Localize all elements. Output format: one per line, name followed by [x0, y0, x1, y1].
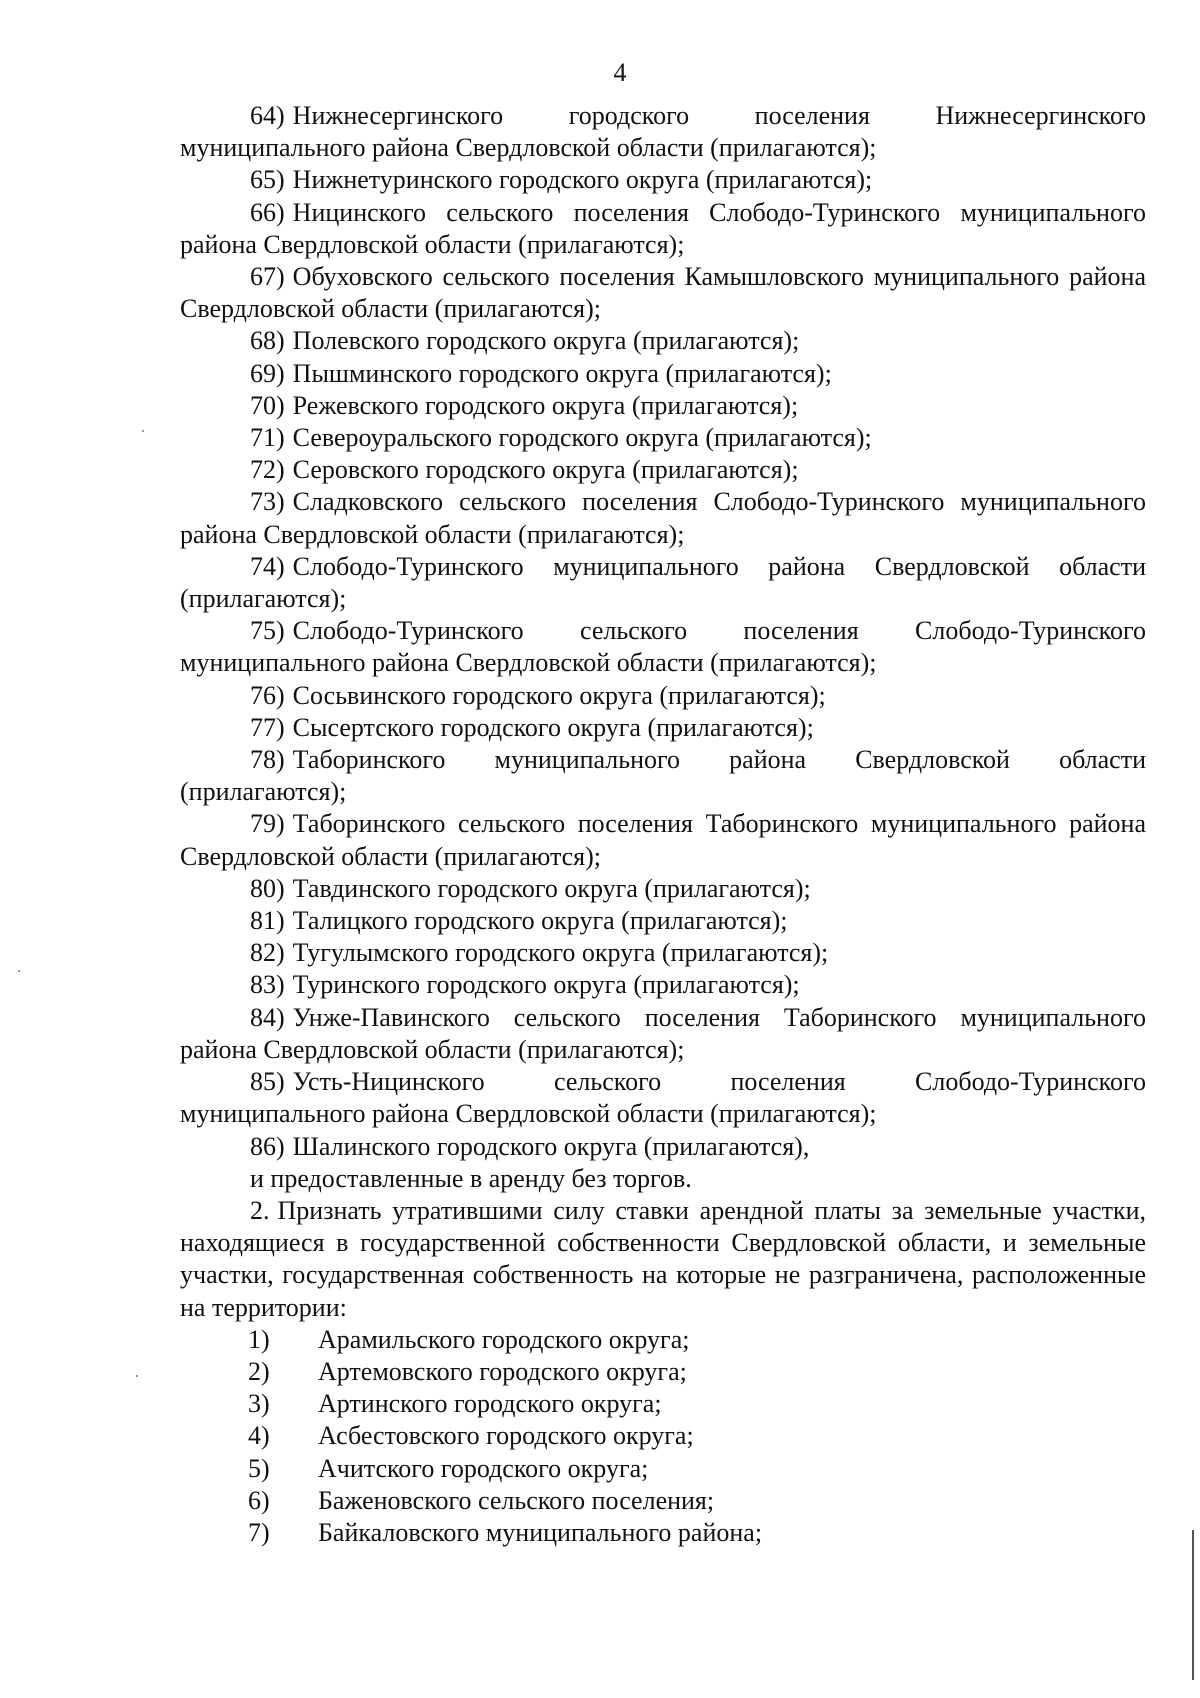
- item-text: Североуральского городского округа (прилагаются);: [292, 423, 872, 453]
- list-item: [180, 1002, 1146, 1066]
- item-text: Сысертского городского округа (прилагаются);: [292, 712, 814, 742]
- list-item: [180, 1066, 1146, 1130]
- item-text: Ницинского сельского поселения Слободо-Туринского муниципального района Свердловской области (прилагаются);: [180, 197, 1146, 259]
- item-text: Сосьвинского городского округа (прилагаются);: [292, 680, 826, 710]
- item-number: 85): [250, 1067, 285, 1097]
- section-2-paragraph: [180, 1195, 1146, 1324]
- scan-speck: [142, 430, 144, 432]
- item-text: Шалинского городского округа (прилагаются),: [292, 1131, 810, 1161]
- item-number: 77): [250, 712, 285, 742]
- item-number: 7): [248, 1517, 270, 1547]
- list-item: [180, 969, 1146, 1001]
- list-item: [180, 486, 1146, 550]
- item-text: Таборинского муниципального района Свердловской области (прилагаются);: [180, 745, 1146, 807]
- closing-line: и предоставленные в аренду без торгов.: [250, 1163, 692, 1193]
- list-item: [180, 1420, 1146, 1452]
- item-number: 64): [250, 101, 285, 130]
- document-body: [180, 100, 1146, 1549]
- item-number: 66): [250, 197, 285, 227]
- list-item: [180, 712, 1146, 744]
- item-number: 86): [250, 1131, 285, 1161]
- item-number: 2): [248, 1356, 270, 1386]
- item-text: Полевского городского округа (прилагаются);: [292, 326, 800, 356]
- item-text: Асбестовского городского округа;: [318, 1421, 694, 1451]
- list-item: [180, 1517, 1146, 1549]
- section-text: Признать утратившими силу ставки арендной платы за земельные участки, находящиеся в государственной собственности Свердловской области, и земельные участки, государственная собственность на которые не разграничена, расположенные на территории:: [180, 1195, 1146, 1322]
- item-number: 74): [250, 551, 285, 581]
- list-item: [180, 808, 1146, 872]
- item-text: Туринского городского округа (прилагаются);: [292, 970, 800, 1000]
- item-number: 69): [250, 358, 285, 388]
- list-item: [180, 744, 1146, 808]
- page-number: 4: [613, 58, 627, 87]
- section-number: 2.: [250, 1195, 270, 1225]
- list-item: [180, 1131, 1146, 1163]
- item-text: Нижнесергинского городского поселения Нижнесергинского муниципального района Свердловской области (прилагаются);: [180, 101, 1146, 163]
- list-item: [180, 325, 1146, 357]
- item-text: Таборинского сельского поселения Таборинского муниципального района Свердловской области (прилагаются);: [180, 809, 1146, 871]
- item-text: Тавдинского городского округа (прилагаются);: [292, 873, 811, 903]
- item-text: Обуховского сельского поселения Камышловского муниципального района Свердловской области (прилагаются);: [180, 262, 1146, 324]
- item-number: 81): [250, 906, 285, 936]
- list-item: [180, 197, 1146, 261]
- item-text: Усть-Ницинского сельского поселения Слободо-Туринского муниципального района Свердловской области (прилагаются);: [180, 1067, 1146, 1129]
- list-item: [180, 680, 1146, 712]
- item-text: Тугулымского городского округа (прилагаются);: [292, 938, 829, 968]
- item-number: 70): [250, 390, 285, 420]
- list-item: [180, 905, 1146, 937]
- list-item: [180, 164, 1146, 196]
- item-number: 80): [250, 873, 285, 903]
- item-text: Талицкого городского округа (прилагаются);: [292, 906, 788, 936]
- list-item: [180, 615, 1146, 679]
- item-number: 84): [250, 1002, 285, 1032]
- item-number: 82): [250, 938, 285, 968]
- item-text: Ачитского городского округа;: [318, 1453, 649, 1483]
- item-number: 75): [250, 616, 285, 646]
- item-text: Байкаловского муниципального района;: [318, 1517, 763, 1547]
- item-text: Слободо-Туринского муниципального района Свердловской области (прилагаются);: [180, 551, 1146, 614]
- item-number: 78): [250, 745, 285, 775]
- item-text: Арамильского городского округа;: [318, 1324, 690, 1354]
- item-text: Сладковского сельского поселения Слободо-Туринского муниципального района Свердловской области (прилагаются);: [180, 487, 1146, 549]
- item-number: 72): [250, 455, 285, 485]
- item-number: 5): [248, 1453, 270, 1483]
- scan-speck: [136, 1375, 138, 1377]
- item-number: 71): [250, 423, 285, 453]
- item-number: 65): [250, 165, 285, 195]
- item-text: Серовского городского округа (прилагаются);: [292, 455, 799, 485]
- territory-list: [180, 1324, 1146, 1549]
- list-item: [180, 422, 1146, 454]
- list-item: [180, 1388, 1146, 1420]
- list-item: [180, 873, 1146, 905]
- list-item: [180, 261, 1146, 325]
- item-number: 6): [248, 1485, 270, 1515]
- list-item: [180, 358, 1146, 390]
- list-item: [180, 100, 1146, 164]
- list-item: [180, 937, 1146, 969]
- item-text: Баженовского сельского поселения;: [318, 1485, 715, 1515]
- item-number: 1): [248, 1324, 270, 1354]
- list-item: [180, 1453, 1146, 1485]
- item-text: Пышминского городского округа (прилагаются);: [292, 358, 832, 388]
- scan-edge-mark: [1192, 1530, 1194, 1680]
- item-text: Режевского городского округа (прилагаются);: [292, 390, 799, 420]
- item-number: 67): [250, 262, 285, 292]
- item-number: 79): [250, 809, 285, 839]
- list-item: [180, 454, 1146, 486]
- item-text: Унже-Павинского сельского поселения Таборинского муниципального района Свердловской области (прилагаются);: [180, 1002, 1146, 1064]
- item-number: 3): [248, 1389, 270, 1419]
- list-item: [180, 1324, 1146, 1356]
- item-text: Нижнетуринского городского округа (прилагаются);: [292, 165, 873, 195]
- item-number: 68): [250, 326, 285, 356]
- item-number: 76): [250, 680, 285, 710]
- item-number: 4): [248, 1421, 270, 1451]
- item-text: Слободо-Туринского сельского поселения Слободо-Туринского муниципального района Свердловской области (прилагаются);: [180, 616, 1146, 678]
- list-item: [180, 551, 1146, 615]
- item-number: 73): [250, 487, 285, 517]
- scan-speck: [18, 970, 20, 972]
- list-item: [180, 1356, 1146, 1388]
- item-text: Артемовского городского округа;: [318, 1356, 687, 1386]
- list-item: [180, 1485, 1146, 1517]
- item-text: Артинского городского округа;: [318, 1389, 662, 1419]
- list-item: [180, 390, 1146, 422]
- item-number: 83): [250, 970, 285, 1000]
